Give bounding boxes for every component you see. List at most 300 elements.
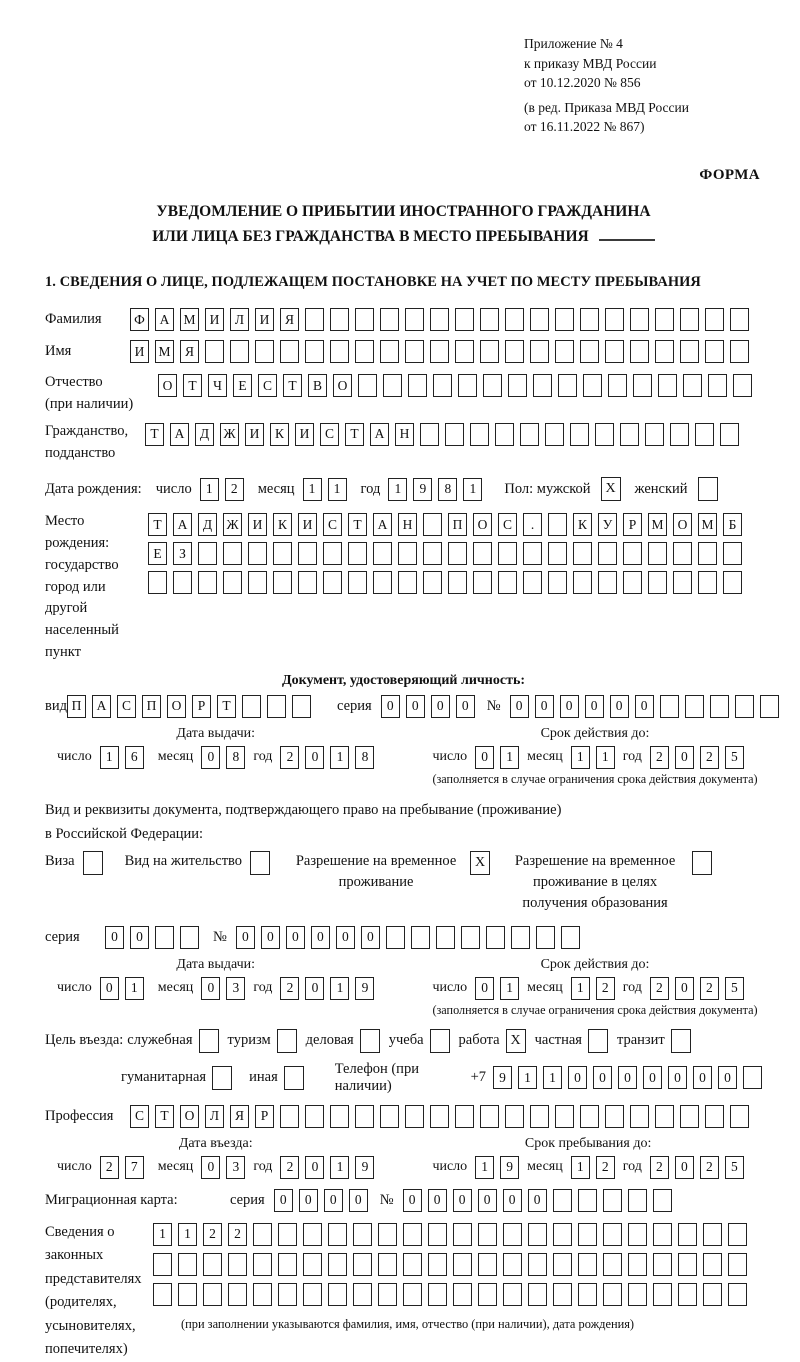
form-cell[interactable]: Ж xyxy=(220,423,239,446)
form-cell[interactable] xyxy=(685,695,704,718)
form-cell[interactable] xyxy=(578,1283,597,1306)
form-cell[interactable]: 0 xyxy=(403,1189,422,1212)
form-cell[interactable] xyxy=(330,308,349,331)
form-cell[interactable]: 0 xyxy=(528,1189,547,1212)
form-cell[interactable] xyxy=(503,1223,522,1246)
form-cell[interactable] xyxy=(486,926,505,949)
form-cell[interactable] xyxy=(528,1283,547,1306)
form-cell[interactable] xyxy=(480,1105,499,1128)
form-cell[interactable] xyxy=(653,1223,672,1246)
form-cell[interactable] xyxy=(698,571,717,594)
form-cell[interactable]: А xyxy=(370,423,389,446)
form-cell[interactable] xyxy=(598,571,617,594)
form-cell[interactable] xyxy=(408,374,427,397)
form-cell[interactable] xyxy=(720,423,739,446)
residence-issue-day[interactable] xyxy=(100,977,144,1000)
form-cell[interactable]: Е xyxy=(233,374,252,397)
form-cell[interactable] xyxy=(523,571,542,594)
form-cell[interactable] xyxy=(628,1283,647,1306)
purpose-business-checkbox[interactable] xyxy=(360,1029,380,1053)
form-cell[interactable]: 0 xyxy=(475,977,494,1000)
form-cell[interactable] xyxy=(683,374,702,397)
form-cell[interactable] xyxy=(678,1253,697,1276)
form-cell[interactable] xyxy=(198,571,217,594)
form-cell[interactable] xyxy=(153,1283,172,1306)
stay-until-day[interactable] xyxy=(475,1156,519,1179)
form-cell[interactable] xyxy=(480,308,499,331)
form-cell[interactable]: К xyxy=(273,513,292,536)
form-cell[interactable] xyxy=(680,308,699,331)
form-cell[interactable]: Я xyxy=(230,1105,249,1128)
form-cell[interactable]: 2 xyxy=(280,977,299,1000)
form-cell[interactable]: С xyxy=(117,695,136,718)
sex-male-checkbox[interactable]: X xyxy=(601,477,621,501)
form-cell[interactable]: 0 xyxy=(503,1189,522,1212)
form-cell[interactable]: 0 xyxy=(201,746,220,769)
form-cell[interactable] xyxy=(660,695,679,718)
form-cell[interactable] xyxy=(498,542,517,565)
form-cell[interactable] xyxy=(405,340,424,363)
form-cell[interactable]: И xyxy=(245,423,264,446)
form-cell[interactable] xyxy=(728,1283,747,1306)
birth-day-input[interactable] xyxy=(200,478,244,501)
form-cell[interactable]: 0 xyxy=(668,1066,687,1089)
form-cell[interactable] xyxy=(583,374,602,397)
form-cell[interactable]: Е xyxy=(148,542,167,565)
form-cell[interactable] xyxy=(555,1105,574,1128)
form-cell[interactable]: 0 xyxy=(361,926,380,949)
form-cell[interactable]: 2 xyxy=(650,1156,669,1179)
surname-input[interactable] xyxy=(130,308,749,331)
form-cell[interactable] xyxy=(453,1223,472,1246)
purpose-work-checkbox[interactable]: X xyxy=(506,1029,526,1053)
form-cell[interactable]: 0 xyxy=(675,1156,694,1179)
form-cell[interactable] xyxy=(620,423,639,446)
form-cell[interactable] xyxy=(655,340,674,363)
form-cell[interactable] xyxy=(253,1223,272,1246)
form-cell[interactable] xyxy=(545,423,564,446)
form-cell[interactable]: 2 xyxy=(100,1156,119,1179)
doc-number-input[interactable] xyxy=(510,695,779,718)
form-cell[interactable]: 5 xyxy=(725,977,744,1000)
form-cell[interactable] xyxy=(760,695,779,718)
form-cell[interactable]: 1 xyxy=(153,1223,172,1246)
form-cell[interactable]: Р xyxy=(192,695,211,718)
doc-expiry-year[interactable] xyxy=(650,746,744,769)
form-cell[interactable] xyxy=(628,1189,647,1212)
form-cell[interactable]: 0 xyxy=(475,746,494,769)
phone-input[interactable] xyxy=(493,1066,762,1089)
form-cell[interactable]: 0 xyxy=(305,1156,324,1179)
form-cell[interactable] xyxy=(323,571,342,594)
form-cell[interactable] xyxy=(648,542,667,565)
form-cell[interactable]: 0 xyxy=(635,695,654,718)
form-cell[interactable]: 8 xyxy=(438,478,457,501)
form-cell[interactable]: 8 xyxy=(355,746,374,769)
form-cell[interactable] xyxy=(148,571,167,594)
form-cell[interactable] xyxy=(303,1223,322,1246)
form-cell[interactable]: 0 xyxy=(675,746,694,769)
sex-female-checkbox[interactable] xyxy=(698,477,718,501)
form-cell[interactable] xyxy=(505,340,524,363)
form-cell[interactable]: 1 xyxy=(596,746,615,769)
form-cell[interactable] xyxy=(353,1253,372,1276)
form-cell[interactable]: 1 xyxy=(178,1223,197,1246)
form-cell[interactable]: 0 xyxy=(675,977,694,1000)
form-cell[interactable]: И xyxy=(255,308,274,331)
form-cell[interactable]: 9 xyxy=(355,1156,374,1179)
form-cell[interactable]: А xyxy=(155,308,174,331)
form-cell[interactable] xyxy=(653,1283,672,1306)
birth-year-input[interactable] xyxy=(388,478,482,501)
form-cell[interactable] xyxy=(428,1283,447,1306)
form-cell[interactable]: 0 xyxy=(456,695,475,718)
form-cell[interactable]: 0 xyxy=(535,695,554,718)
form-cell[interactable]: Ч xyxy=(208,374,227,397)
form-cell[interactable]: 0 xyxy=(261,926,280,949)
form-cell[interactable] xyxy=(653,1253,672,1276)
residence-expiry-day[interactable] xyxy=(475,977,519,1000)
form-cell[interactable] xyxy=(280,1105,299,1128)
form-cell[interactable]: И xyxy=(295,423,314,446)
form-cell[interactable]: 7 xyxy=(125,1156,144,1179)
birth-place-line1[interactable] xyxy=(148,513,742,536)
form-cell[interactable] xyxy=(608,374,627,397)
form-cell[interactable] xyxy=(273,542,292,565)
form-cell[interactable] xyxy=(508,374,527,397)
birth-place-line2[interactable] xyxy=(148,542,742,565)
form-cell[interactable] xyxy=(595,423,614,446)
form-cell[interactable] xyxy=(483,374,502,397)
form-cell[interactable]: П xyxy=(448,513,467,536)
form-cell[interactable] xyxy=(703,1253,722,1276)
form-cell[interactable] xyxy=(495,423,514,446)
form-cell[interactable] xyxy=(230,340,249,363)
form-cell[interactable] xyxy=(578,1253,597,1276)
form-cell[interactable] xyxy=(411,926,430,949)
form-cell[interactable] xyxy=(658,374,677,397)
legal-reps-line1[interactable] xyxy=(153,1223,747,1246)
form-cell[interactable] xyxy=(730,340,749,363)
form-cell[interactable] xyxy=(373,542,392,565)
form-cell[interactable] xyxy=(678,1223,697,1246)
form-cell[interactable] xyxy=(228,1253,247,1276)
form-cell[interactable] xyxy=(420,423,439,446)
form-cell[interactable] xyxy=(530,340,549,363)
form-cell[interactable]: М xyxy=(155,340,174,363)
form-cell[interactable]: О xyxy=(673,513,692,536)
form-cell[interactable] xyxy=(255,340,274,363)
form-cell[interactable]: 2 xyxy=(700,1156,719,1179)
form-cell[interactable]: Я xyxy=(280,308,299,331)
form-cell[interactable] xyxy=(403,1223,422,1246)
form-cell[interactable]: 1 xyxy=(328,478,347,501)
form-cell[interactable]: 0 xyxy=(406,695,425,718)
residence-expiry-year[interactable] xyxy=(650,977,744,1000)
stay-until-month[interactable] xyxy=(571,1156,615,1179)
form-cell[interactable] xyxy=(561,926,580,949)
form-cell[interactable] xyxy=(648,571,667,594)
form-cell[interactable]: 2 xyxy=(280,746,299,769)
form-cell[interactable]: С xyxy=(130,1105,149,1128)
form-cell[interactable] xyxy=(605,308,624,331)
form-cell[interactable]: 2 xyxy=(650,977,669,1000)
form-cell[interactable] xyxy=(655,308,674,331)
form-cell[interactable]: 3 xyxy=(226,1156,245,1179)
form-cell[interactable]: 1 xyxy=(330,1156,349,1179)
form-cell[interactable]: 0 xyxy=(299,1189,318,1212)
form-cell[interactable]: 1 xyxy=(303,478,322,501)
form-cell[interactable] xyxy=(598,542,617,565)
form-cell[interactable] xyxy=(603,1189,622,1212)
form-cell[interactable] xyxy=(703,1223,722,1246)
form-cell[interactable]: 0 xyxy=(560,695,579,718)
form-cell[interactable]: З xyxy=(173,542,192,565)
form-cell[interactable]: А xyxy=(92,695,111,718)
form-cell[interactable]: 0 xyxy=(643,1066,662,1089)
form-cell[interactable] xyxy=(473,542,492,565)
form-cell[interactable] xyxy=(253,1283,272,1306)
form-cell[interactable] xyxy=(695,423,714,446)
form-cell[interactable]: 0 xyxy=(568,1066,587,1089)
form-cell[interactable] xyxy=(673,571,692,594)
form-cell[interactable] xyxy=(228,1283,247,1306)
form-cell[interactable]: М xyxy=(698,513,717,536)
form-cell[interactable] xyxy=(280,340,299,363)
form-cell[interactable]: Т xyxy=(145,423,164,446)
form-cell[interactable]: . xyxy=(523,513,542,536)
form-cell[interactable] xyxy=(530,308,549,331)
form-cell[interactable] xyxy=(248,571,267,594)
form-cell[interactable] xyxy=(511,926,530,949)
form-cell[interactable] xyxy=(605,340,624,363)
form-cell[interactable]: М xyxy=(648,513,667,536)
form-cell[interactable] xyxy=(386,926,405,949)
form-cell[interactable] xyxy=(223,571,242,594)
doc-issue-day[interactable] xyxy=(100,746,144,769)
form-cell[interactable] xyxy=(730,1105,749,1128)
form-cell[interactable] xyxy=(242,695,261,718)
visa-checkbox[interactable] xyxy=(83,851,103,875)
form-cell[interactable] xyxy=(478,1253,497,1276)
form-cell[interactable] xyxy=(428,1223,447,1246)
form-cell[interactable]: Р xyxy=(623,513,642,536)
form-cell[interactable]: О xyxy=(167,695,186,718)
form-cell[interactable]: 2 xyxy=(700,746,719,769)
form-cell[interactable] xyxy=(303,1283,322,1306)
form-cell[interactable]: 9 xyxy=(493,1066,512,1089)
form-cell[interactable] xyxy=(436,926,455,949)
form-cell[interactable]: Т xyxy=(348,513,367,536)
form-cell[interactable] xyxy=(423,513,442,536)
form-cell[interactable]: 0 xyxy=(305,977,324,1000)
form-cell[interactable]: 1 xyxy=(500,746,519,769)
form-cell[interactable]: 1 xyxy=(518,1066,537,1089)
form-cell[interactable]: Ф xyxy=(130,308,149,331)
form-cell[interactable] xyxy=(278,1223,297,1246)
form-cell[interactable] xyxy=(503,1283,522,1306)
form-cell[interactable] xyxy=(430,340,449,363)
form-cell[interactable]: 1 xyxy=(571,746,590,769)
form-cell[interactable] xyxy=(578,1189,597,1212)
form-cell[interactable] xyxy=(205,340,224,363)
form-cell[interactable] xyxy=(203,1253,222,1276)
form-cell[interactable] xyxy=(553,1283,572,1306)
form-cell[interactable] xyxy=(453,1253,472,1276)
form-cell[interactable]: 1 xyxy=(571,977,590,1000)
form-cell[interactable]: 0 xyxy=(431,695,450,718)
form-cell[interactable] xyxy=(553,1223,572,1246)
form-cell[interactable]: 2 xyxy=(700,977,719,1000)
form-cell[interactable]: 0 xyxy=(428,1189,447,1212)
profession-input[interactable] xyxy=(130,1105,749,1128)
form-cell[interactable] xyxy=(723,542,742,565)
form-cell[interactable] xyxy=(198,542,217,565)
form-cell[interactable] xyxy=(323,542,342,565)
form-cell[interactable] xyxy=(708,374,727,397)
form-cell[interactable] xyxy=(603,1223,622,1246)
form-cell[interactable]: 0 xyxy=(305,746,324,769)
form-cell[interactable] xyxy=(405,308,424,331)
form-cell[interactable] xyxy=(223,542,242,565)
form-cell[interactable]: Д xyxy=(195,423,214,446)
form-cell[interactable] xyxy=(630,1105,649,1128)
form-cell[interactable] xyxy=(373,571,392,594)
purpose-transit-checkbox[interactable] xyxy=(671,1029,691,1053)
form-cell[interactable] xyxy=(178,1253,197,1276)
form-cell[interactable] xyxy=(328,1223,347,1246)
form-cell[interactable] xyxy=(536,926,555,949)
form-cell[interactable]: 2 xyxy=(225,478,244,501)
form-cell[interactable] xyxy=(670,423,689,446)
patronymic-input[interactable] xyxy=(158,374,752,397)
form-cell[interactable] xyxy=(298,571,317,594)
form-cell[interactable]: 2 xyxy=(596,977,615,1000)
form-cell[interactable] xyxy=(173,571,192,594)
purpose-study-checkbox[interactable] xyxy=(430,1029,450,1053)
form-cell[interactable]: 0 xyxy=(349,1189,368,1212)
purpose-tourism-checkbox[interactable] xyxy=(277,1029,297,1053)
form-cell[interactable] xyxy=(555,308,574,331)
form-cell[interactable]: Л xyxy=(230,308,249,331)
form-cell[interactable] xyxy=(353,1223,372,1246)
temp-residence-education-checkbox[interactable] xyxy=(692,851,712,875)
form-cell[interactable]: К xyxy=(270,423,289,446)
form-cell[interactable] xyxy=(453,1283,472,1306)
form-cell[interactable]: Т xyxy=(217,695,236,718)
form-cell[interactable] xyxy=(473,571,492,594)
form-cell[interactable]: Н xyxy=(398,513,417,536)
form-cell[interactable]: Т xyxy=(345,423,364,446)
residence-number-input[interactable] xyxy=(236,926,580,949)
form-cell[interactable] xyxy=(378,1283,397,1306)
form-cell[interactable]: И xyxy=(205,308,224,331)
form-cell[interactable] xyxy=(330,1105,349,1128)
form-cell[interactable]: 9 xyxy=(355,977,374,1000)
form-cell[interactable] xyxy=(705,340,724,363)
form-cell[interactable] xyxy=(423,542,442,565)
form-cell[interactable]: У xyxy=(598,513,617,536)
form-cell[interactable]: Д xyxy=(198,513,217,536)
form-cell[interactable]: 0 xyxy=(718,1066,737,1089)
form-cell[interactable]: А xyxy=(173,513,192,536)
residence-issue-year[interactable] xyxy=(280,977,374,1000)
form-cell[interactable] xyxy=(623,571,642,594)
form-cell[interactable] xyxy=(292,695,311,718)
form-cell[interactable]: Р xyxy=(255,1105,274,1128)
form-cell[interactable] xyxy=(623,542,642,565)
form-cell[interactable] xyxy=(305,1105,324,1128)
form-cell[interactable]: Н xyxy=(395,423,414,446)
form-cell[interactable] xyxy=(553,1253,572,1276)
form-cell[interactable] xyxy=(710,695,729,718)
legal-reps-line2[interactable] xyxy=(153,1253,747,1276)
form-cell[interactable] xyxy=(273,571,292,594)
form-cell[interactable] xyxy=(633,374,652,397)
form-cell[interactable]: 0 xyxy=(453,1189,472,1212)
form-cell[interactable] xyxy=(430,1105,449,1128)
form-cell[interactable]: 0 xyxy=(201,977,220,1000)
form-cell[interactable] xyxy=(267,695,286,718)
form-cell[interactable] xyxy=(348,542,367,565)
form-cell[interactable]: 0 xyxy=(610,695,629,718)
form-cell[interactable]: 5 xyxy=(725,1156,744,1179)
form-cell[interactable] xyxy=(680,340,699,363)
form-cell[interactable] xyxy=(480,340,499,363)
form-cell[interactable] xyxy=(470,423,489,446)
form-cell[interactable] xyxy=(573,542,592,565)
form-cell[interactable]: 2 xyxy=(650,746,669,769)
form-cell[interactable] xyxy=(305,340,324,363)
purpose-other-checkbox[interactable] xyxy=(284,1066,304,1090)
form-cell[interactable] xyxy=(735,695,754,718)
form-cell[interactable]: И xyxy=(130,340,149,363)
form-cell[interactable] xyxy=(428,1253,447,1276)
form-cell[interactable]: О xyxy=(180,1105,199,1128)
form-cell[interactable] xyxy=(155,926,174,949)
form-cell[interactable] xyxy=(523,542,542,565)
form-cell[interactable] xyxy=(328,1283,347,1306)
form-cell[interactable] xyxy=(298,542,317,565)
form-cell[interactable] xyxy=(678,1283,697,1306)
form-cell[interactable]: 9 xyxy=(413,478,432,501)
form-cell[interactable] xyxy=(528,1223,547,1246)
form-cell[interactable] xyxy=(348,571,367,594)
form-cell[interactable] xyxy=(530,1105,549,1128)
form-cell[interactable] xyxy=(680,1105,699,1128)
form-cell[interactable] xyxy=(398,571,417,594)
form-cell[interactable] xyxy=(430,308,449,331)
form-cell[interactable] xyxy=(673,542,692,565)
form-cell[interactable] xyxy=(153,1253,172,1276)
form-cell[interactable] xyxy=(380,340,399,363)
form-cell[interactable] xyxy=(705,1105,724,1128)
form-cell[interactable]: Т xyxy=(183,374,202,397)
form-cell[interactable]: 0 xyxy=(311,926,330,949)
doc-issue-year[interactable] xyxy=(280,746,374,769)
form-cell[interactable]: 1 xyxy=(543,1066,562,1089)
form-cell[interactable] xyxy=(505,1105,524,1128)
residence-issue-month[interactable] xyxy=(201,977,245,1000)
form-cell[interactable]: 5 xyxy=(725,746,744,769)
form-cell[interactable] xyxy=(653,1189,672,1212)
form-cell[interactable] xyxy=(445,423,464,446)
form-cell[interactable] xyxy=(358,374,377,397)
doc-issue-month[interactable] xyxy=(201,746,245,769)
form-cell[interactable] xyxy=(698,542,717,565)
form-cell[interactable] xyxy=(630,308,649,331)
form-cell[interactable] xyxy=(278,1283,297,1306)
